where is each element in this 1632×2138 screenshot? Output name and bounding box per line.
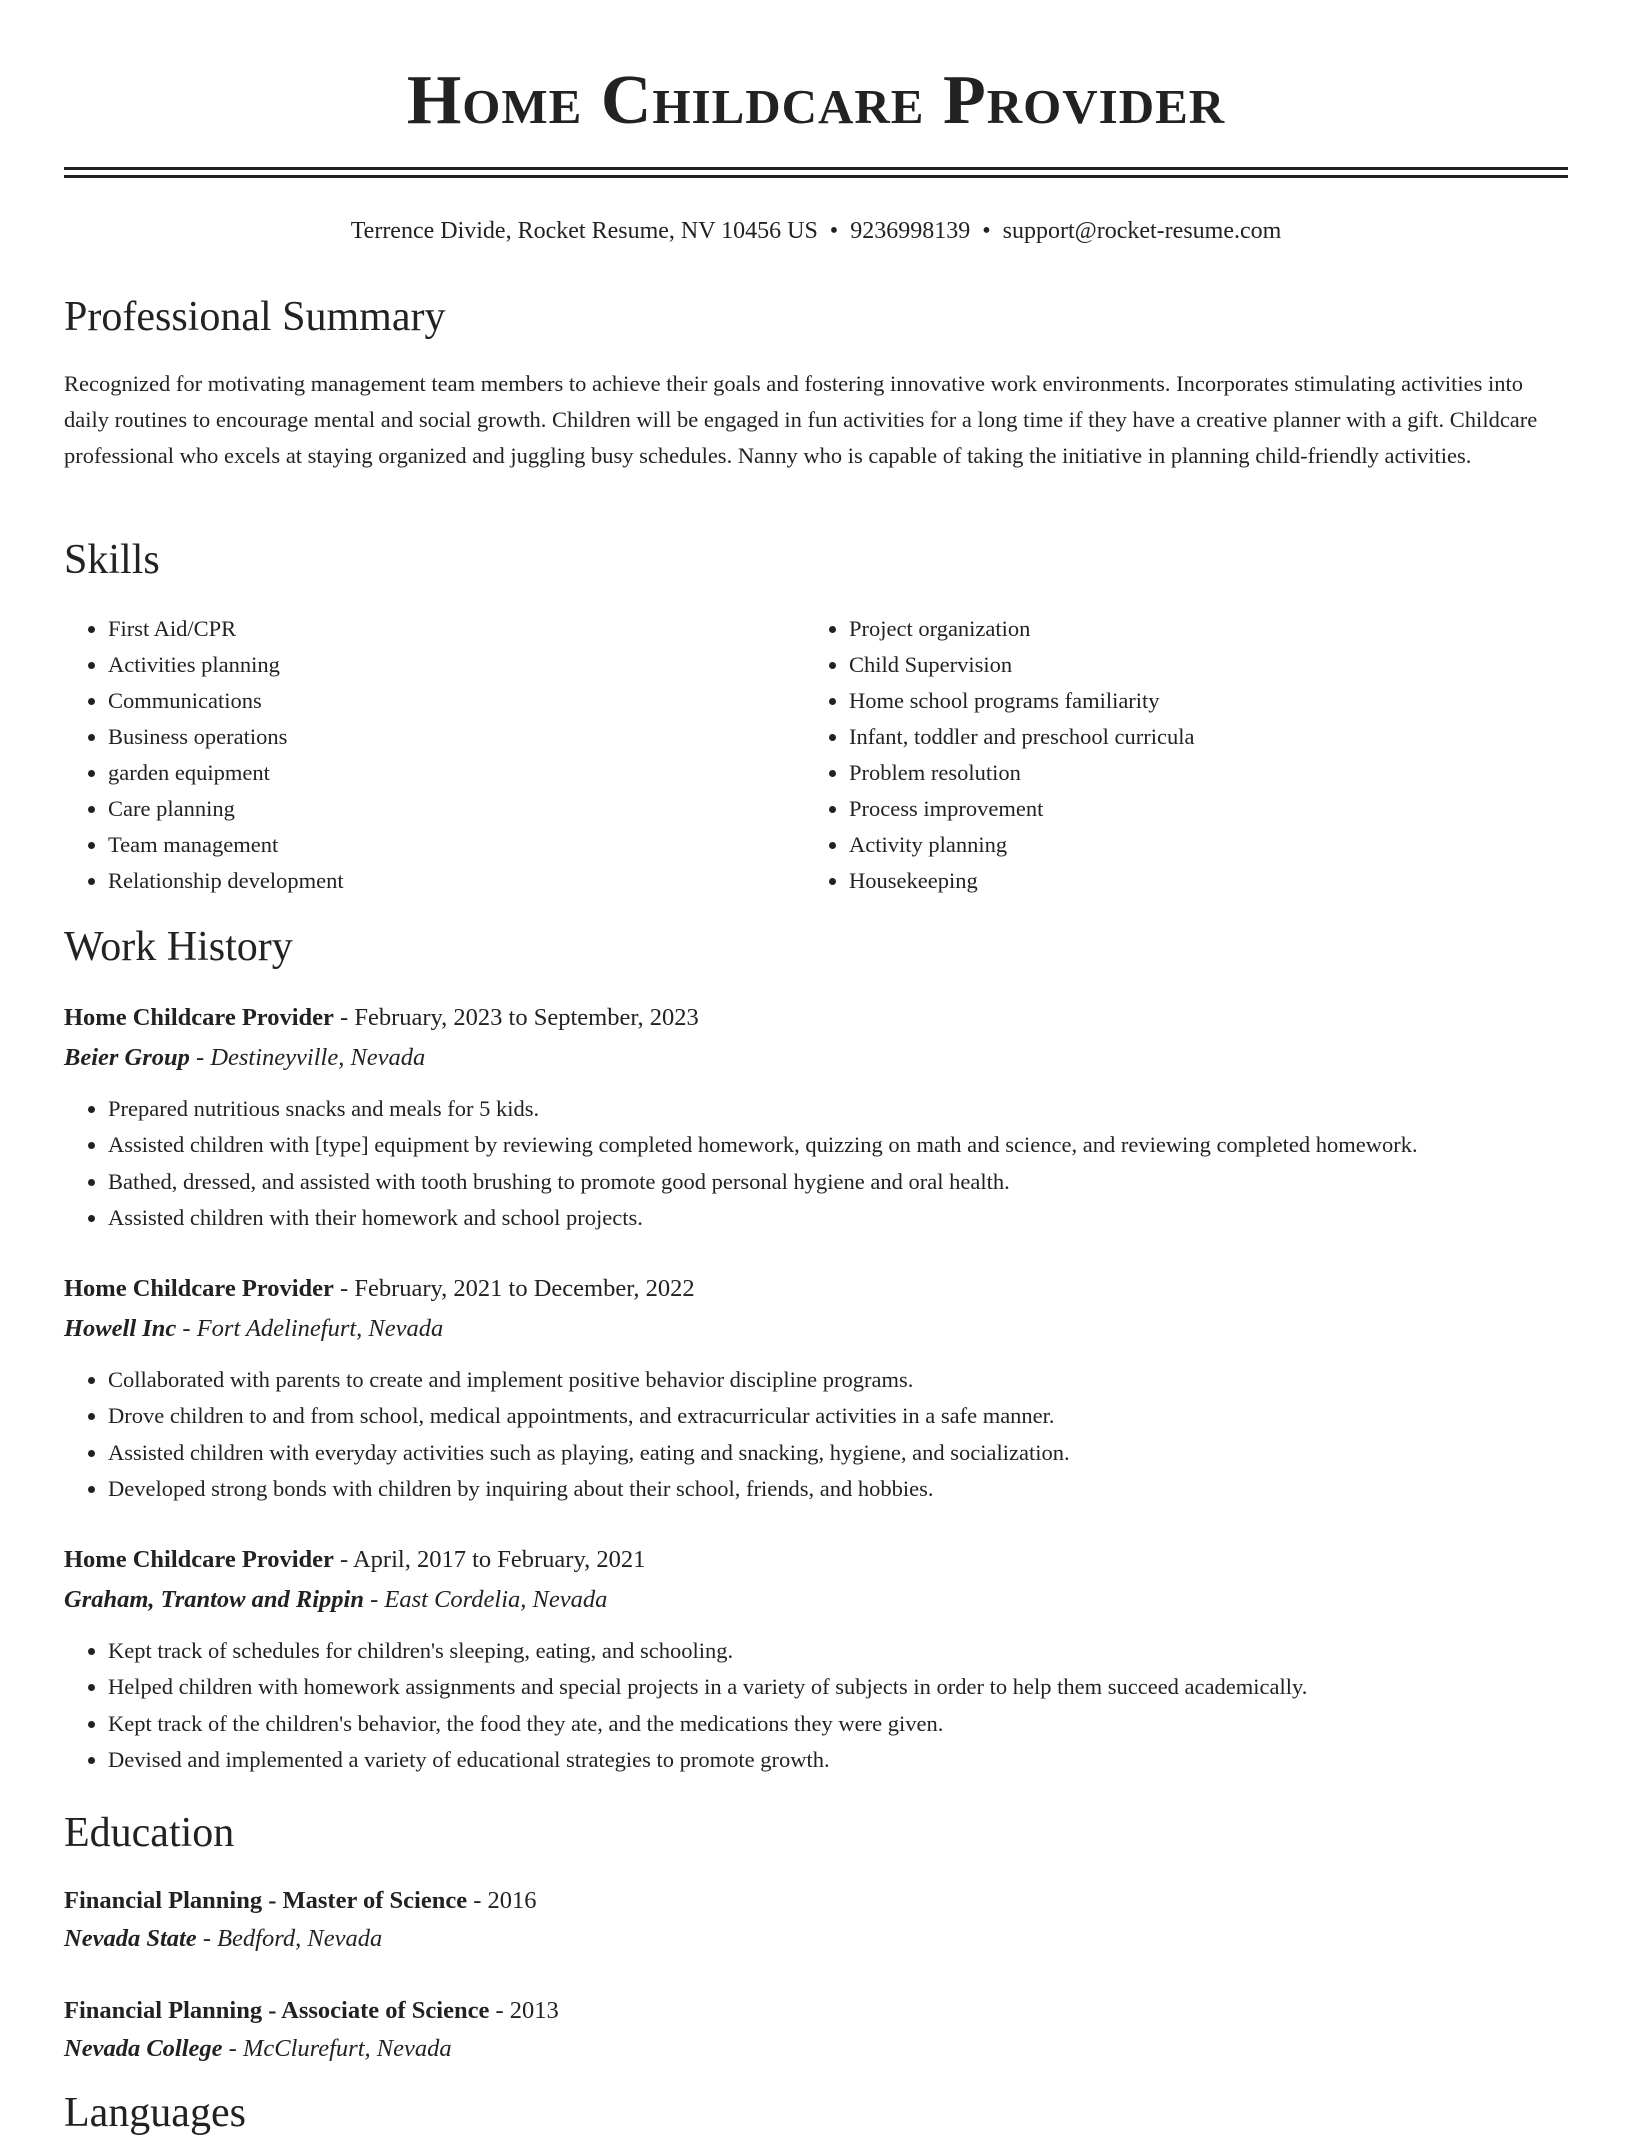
skill-item: • Team management <box>108 827 804 863</box>
job-duty: • Assisted children with their homework and school projects. <box>108 1200 1568 1236</box>
job-company-line <box>64 1310 1568 1350</box>
job-dates: - February, 2021 to December, 2022 <box>333 1275 695 1302</box>
job-title: Home Childcare Provider <box>64 1004 334 1031</box>
skills-list-right <box>805 611 1565 899</box>
job-entry <box>64 1541 1568 1778</box>
job-duty: • Developed strong bonds with children by inquiring about their school, friends, and hobbies. <box>108 1471 1568 1507</box>
section-heading-languages: Languages <box>64 2090 246 2136</box>
education-school: Nevada College <box>64 2035 223 2062</box>
job-duty: • Helped children with homework assignments and special projects in a variety of subjects in order to help them succeed academically. <box>108 1669 1568 1705</box>
education-location: - McClurefurt, Nevada <box>222 2035 452 2062</box>
education-entry <box>64 1882 1568 1958</box>
summary-text: Recognized for motivating management team members to achieve their goals and fostering innovative work environments. Incorporates stimulating activities into daily routines to encourage mental and social growth. Children will be engaged in fun activities for a long time if they have a creative planner with a gift. Childcare professional who excels at staying organized and juggling busy schedules. Nanny who is capable of taking the initiative in planning child-friendly activities. <box>64 371 1538 468</box>
skill-item: • Problem resolution <box>849 755 1565 791</box>
job-duty: • Bathed, dressed, and assisted with tooth brushing to promote good personal hygiene and oral health. <box>108 1164 1568 1200</box>
skills-list-left <box>64 611 804 899</box>
job-dates: - February, 2023 to September, 2023 <box>333 1004 699 1031</box>
education-school-line <box>64 2030 1568 2068</box>
education-location: - Bedford, Nevada <box>196 1925 383 1952</box>
education-school-line <box>64 1920 1568 1958</box>
section-heading-work-history: Work History <box>64 924 293 970</box>
skill-item: • Housekeeping <box>849 863 1565 899</box>
job-title-line <box>64 1270 1568 1310</box>
skill-item: • Business operations <box>108 719 804 755</box>
job-location: - East Cordelia, Nevada <box>363 1586 608 1613</box>
education-school: Nevada State <box>64 1925 197 1952</box>
education-year: - 2016 <box>467 1887 537 1914</box>
skill-item: • Care planning <box>108 791 804 827</box>
skill-item: • Child Supervision <box>849 647 1565 683</box>
job-entry <box>64 999 1568 1236</box>
resume-page <box>64 0 1568 2136</box>
section-heading-summary: Professional Summary <box>64 294 446 340</box>
education-entry <box>64 1992 1568 2068</box>
skill-item: • Relationship development <box>108 863 804 899</box>
job-duty: • Assisted children with [type] equipment by reviewing completed homework, quizzing on math and science, and reviewing completed homework. <box>108 1127 1568 1163</box>
header-divider-top <box>64 167 1568 170</box>
education-degree-line <box>64 1992 1568 2030</box>
job-entry <box>64 1270 1568 1507</box>
education-degree: Financial Planning - Associate of Science <box>64 1997 490 2024</box>
job-location: - Destineyville, Nevada <box>189 1044 426 1071</box>
skill-item: • Project organization <box>849 611 1565 647</box>
skill-item: • Process improvement <box>849 791 1565 827</box>
job-title: Home Childcare Provider <box>64 1546 334 1573</box>
contact-phone: 9236998139 <box>850 218 971 244</box>
contact-separator: • <box>982 218 991 244</box>
job-duty: • Collaborated with parents to create and implement positive behavior discipline programs. <box>108 1362 1568 1398</box>
job-company-line <box>64 1581 1568 1621</box>
education-degree: Financial Planning - Master of Science <box>64 1887 468 1914</box>
skill-item: • Activities planning <box>108 647 804 683</box>
contact-separator: • <box>829 218 839 244</box>
job-dates: - April, 2017 to February, 2021 <box>333 1546 646 1573</box>
skill-item: • Infant, toddler and preschool curricula <box>849 719 1565 755</box>
job-duty: • Devised and implemented a variety of educational strategies to promote growth. <box>108 1742 1568 1778</box>
job-duty: • Kept track of schedules for children's sleeping, eating, and schooling. <box>108 1633 1568 1669</box>
job-duty: • Kept track of the children's behavior, the food they ate, and the medications they were given. <box>108 1706 1568 1742</box>
job-location: - Fort Adelinefurt, Nevada <box>176 1315 444 1342</box>
header-divider-bottom <box>64 175 1568 178</box>
skill-item: • Communications <box>108 683 804 719</box>
job-company: Howell Inc <box>64 1315 177 1342</box>
candidate-name: Home Childcare Provider <box>406 62 1226 139</box>
skill-item: • First Aid/CPR <box>108 611 804 647</box>
job-company-line <box>64 1039 1568 1079</box>
section-heading-skills: Skills <box>64 537 160 583</box>
education-year: - 2013 <box>489 1997 559 2024</box>
job-duties-list <box>64 1633 1568 1778</box>
contact-line <box>64 214 1568 248</box>
job-company: Graham, Trantow and Rippin <box>64 1586 364 1613</box>
skill-item: • Activity planning <box>849 827 1565 863</box>
job-title-line <box>64 999 1568 1039</box>
job-duty: • Prepared nutritious snacks and meals for 5 kids. <box>108 1091 1568 1127</box>
job-company: Beier Group <box>64 1044 190 1071</box>
section-heading-education: Education <box>64 1810 235 1856</box>
skills-column-left <box>64 611 804 899</box>
contact-email: support@rocket-resume.com <box>1002 218 1282 244</box>
job-duties-list <box>64 1091 1568 1236</box>
education-degree-line <box>64 1882 1568 1920</box>
skills-column-right <box>805 611 1565 899</box>
skill-item: • Home school programs familiarity <box>849 683 1565 719</box>
job-title: Home Childcare Provider <box>64 1275 334 1302</box>
job-title-line <box>64 1541 1568 1581</box>
job-duties-list <box>64 1362 1568 1507</box>
contact-address: Terrence Divide, Rocket Resume, NV 10456 US <box>350 218 818 244</box>
skill-item: • garden equipment <box>108 755 804 791</box>
job-duty: • Drove children to and from school, medical appointments, and extracurricular activities in a safe manner. <box>108 1398 1568 1434</box>
job-duty: • Assisted children with everyday activities such as playing, eating and snacking, hygiene, and socialization. <box>108 1435 1568 1471</box>
